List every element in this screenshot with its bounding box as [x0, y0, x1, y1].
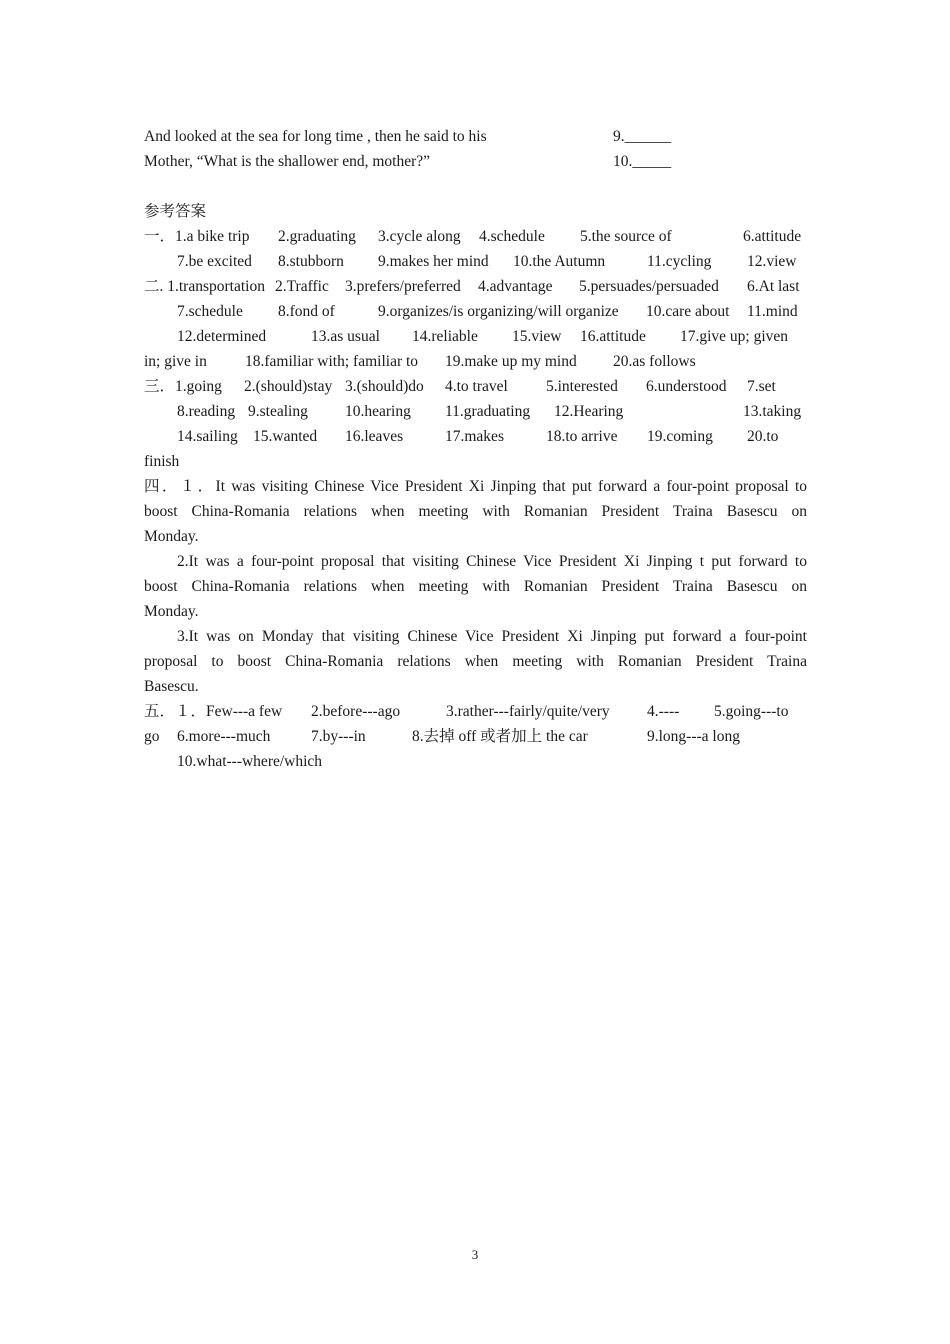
- passage-line-2: [144, 149, 807, 174]
- answer-item: 11.cycling: [647, 253, 712, 270]
- answer-item: 15.wanted: [253, 428, 318, 445]
- section-5-row: [144, 724, 807, 749]
- answer-item: 6.understood: [646, 378, 727, 395]
- answer-item: 6.more---much: [177, 728, 271, 745]
- answers-heading: [144, 199, 807, 224]
- answer-blank: 9.______: [613, 128, 672, 145]
- answer-item: 二. 1.transportation: [144, 278, 265, 295]
- answer-item: 8.stubborn: [278, 253, 344, 270]
- answer-item: 7.by---in: [311, 728, 366, 745]
- answer-item: 三．1.going: [144, 378, 222, 395]
- answer-item: 14.sailing: [177, 428, 238, 445]
- answer-item: 10.hearing: [345, 403, 411, 420]
- answer-item: 8.reading: [177, 403, 236, 420]
- answer-item: 16.leaves: [345, 428, 404, 445]
- answer-item: 19.coming: [647, 428, 713, 445]
- answer-item: 12.view: [747, 253, 797, 270]
- answer-item: 10.what---where/which: [177, 753, 323, 770]
- section-3-row: [144, 424, 807, 449]
- answer-item: 3.prefers/preferred: [345, 278, 461, 295]
- answer-item: 9.makes her mind: [378, 253, 489, 270]
- answer-item: 2.before---ago: [311, 703, 401, 720]
- answer-item: 2.Traffic: [275, 278, 329, 295]
- answer-item: 10.care about: [646, 303, 730, 320]
- answer-item: 16.attitude: [580, 328, 646, 345]
- answer-item: 9.organizes/is organizing/will organize: [378, 303, 619, 320]
- paragraph-line: boost China-Romania relations when meeting with Romanian President Traina Basescu on: [144, 503, 807, 520]
- answer-item: 7.be excited: [177, 253, 252, 270]
- answer-item: 5.persuades/persuaded: [579, 278, 719, 295]
- answer-item: 2.graduating: [278, 228, 356, 245]
- answer-item: 12.Hearing: [554, 403, 624, 420]
- paragraph-line: 3.It was on Monday that visiting Chinese Vice President Xi Jinping put forward a four-point: [177, 628, 807, 645]
- paragraph-line: Monday.: [144, 603, 199, 620]
- answer-item: 15.view: [512, 328, 562, 345]
- answer-item: 一．1.a bike trip: [144, 228, 250, 245]
- section-3-row: [144, 374, 807, 399]
- answer-item: 19.make up my mind: [445, 353, 577, 370]
- answer-item: 3.(should)do: [345, 378, 424, 395]
- paragraph-line: Basescu.: [144, 678, 199, 695]
- answer-item: 10.the Autumn: [513, 253, 606, 270]
- section-4-item-2: [144, 549, 807, 624]
- section-3-row: [144, 449, 807, 474]
- page-number: 3: [471, 1247, 479, 1262]
- answer-item: 4.schedule: [479, 228, 545, 245]
- section-2-row: [144, 324, 807, 349]
- section-4-item-1: [144, 474, 807, 549]
- section-2-row: [144, 274, 807, 299]
- answer-item: finish: [144, 453, 180, 470]
- passage-line-1: [144, 124, 807, 149]
- paragraph-line: proposal to boost China-Romania relations when meeting with Romanian President Traina: [144, 653, 807, 670]
- answer-item: 五．１．Few---a few: [144, 703, 283, 720]
- answers-heading-text: 参考答案: [144, 203, 207, 220]
- answer-item: 5.interested: [546, 378, 618, 395]
- passage-text: And looked at the sea for long time , then he said to his: [144, 128, 487, 145]
- answer-item: go: [144, 728, 160, 745]
- paragraph-line: 四．１．It was visiting Chinese Vice President Xi Jinping that put forward a four-point proposal to: [144, 478, 807, 495]
- answer-item: 20.as follows: [613, 353, 696, 370]
- answer-item: 14.reliable: [412, 328, 478, 345]
- answer-item: in; give in: [144, 353, 207, 370]
- answer-item: 13.taking: [743, 403, 802, 420]
- answer-item: 3.rather---fairly/quite/very: [446, 703, 610, 720]
- section-5-row: [144, 699, 807, 724]
- answer-item: 7.schedule: [177, 303, 243, 320]
- section-4-item-3: [144, 624, 807, 699]
- answer-item: 20.to: [747, 428, 779, 445]
- answer-item: 13.as usual: [311, 328, 380, 345]
- answer-item: 4.advantage: [478, 278, 553, 295]
- paragraph-line: Monday.: [144, 528, 199, 545]
- answer-item: 9.stealing: [248, 403, 308, 420]
- answer-blank: 10._____: [613, 153, 672, 170]
- answer-item: 7.set: [747, 378, 776, 395]
- answer-item: 18.familiar with; familiar to: [245, 353, 419, 370]
- answer-item: 9.long---a long: [647, 728, 740, 745]
- answer-item: 5.going---to: [714, 703, 789, 720]
- section-2-row: [144, 349, 807, 374]
- answer-item: 12.determined: [177, 328, 267, 345]
- section-1-row: [144, 224, 807, 249]
- answer-item: 5.the source of: [580, 228, 672, 245]
- section-3-row: [144, 399, 807, 424]
- answer-item: 17.makes: [445, 428, 504, 445]
- answer-item: 8.fond of: [278, 303, 335, 320]
- paragraph-line: boost China-Romania relations when meeting with Romanian President Traina Basescu on: [144, 578, 807, 595]
- answer-item: 4.to travel: [445, 378, 508, 395]
- section-1-row: [144, 249, 807, 274]
- section-5-row: [144, 749, 807, 774]
- answer-item: 11.graduating: [445, 403, 531, 420]
- answer-item: 17.give up; given: [680, 328, 789, 345]
- paragraph-line: 2.It was a four-point proposal that visiting Chinese Vice President Xi Jinping t put forward to: [177, 553, 807, 570]
- answer-item: 18.to arrive: [546, 428, 618, 445]
- answer-item: 11.mind: [747, 303, 798, 320]
- section-2-row: [144, 299, 807, 324]
- answer-item: 4.----: [647, 703, 680, 720]
- answer-item: 8.去掉 off 或者加上 the car: [412, 728, 588, 745]
- passage-text: Mother, “What is the shallower end, mother?”: [144, 153, 431, 170]
- answer-item: 2.(should)stay: [244, 378, 333, 395]
- answer-item: 3.cycle along: [378, 228, 461, 245]
- answer-item: 6.attitude: [743, 228, 802, 245]
- answer-item: 6.At last: [747, 278, 800, 295]
